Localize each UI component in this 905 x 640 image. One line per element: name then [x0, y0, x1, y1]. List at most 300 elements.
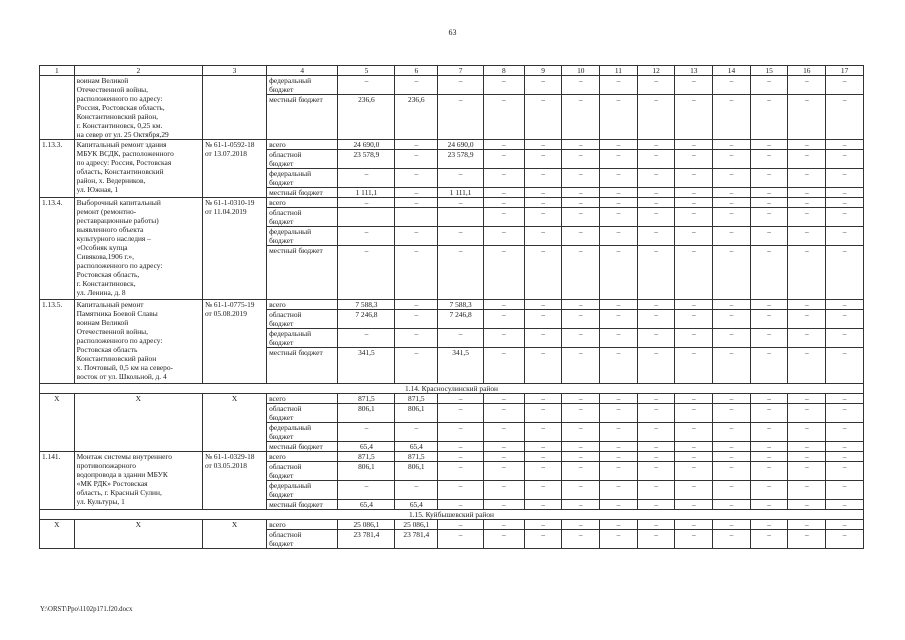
value-col7: – — [438, 462, 484, 481]
value-col13: – — [675, 76, 713, 95]
value-col13: – — [675, 348, 713, 384]
value-col8: – — [484, 520, 525, 530]
value-col14: – — [713, 404, 751, 423]
value-col17: – — [826, 394, 864, 404]
value-col15: – — [750, 169, 788, 188]
value-col6: – — [395, 329, 438, 348]
table-body — [40, 66, 864, 549]
value-col11: – — [600, 150, 638, 169]
value-col11: – — [600, 530, 638, 549]
value-col8: – — [484, 227, 525, 246]
value-col8: – — [484, 188, 525, 198]
value-col13: – — [675, 329, 713, 348]
funding-source: местный бюджет — [267, 188, 338, 198]
value-col9: – — [524, 404, 562, 423]
value-col7: – — [438, 329, 484, 348]
value-col8: – — [484, 394, 525, 404]
value-col15: – — [750, 329, 788, 348]
section-row — [40, 510, 864, 520]
value-col7: – — [438, 452, 484, 462]
value-col13: – — [675, 394, 713, 404]
item-number: 1.141. — [40, 452, 75, 510]
column-number-cell: 17 — [826, 66, 864, 76]
value-col12: – — [637, 188, 675, 198]
funding-source: областной бюджет — [267, 530, 338, 549]
value-col13: – — [675, 208, 713, 227]
column-number-cell: 14 — [713, 66, 751, 76]
value-col6: 806,1 — [395, 404, 438, 423]
value-col13: – — [675, 452, 713, 462]
funding-source: всего — [267, 300, 338, 310]
value-col17: – — [826, 520, 864, 530]
section-title: 1.15. Куйбышевский район — [40, 510, 864, 520]
value-col6: – — [395, 423, 438, 442]
item-number: 1.13.3. — [40, 140, 75, 198]
funding-source: федеральный бюджет — [267, 423, 338, 442]
funding-source: федеральный бюджет — [267, 76, 338, 95]
value-col13: – — [675, 530, 713, 549]
funding-source: местный бюджет — [267, 500, 338, 510]
value-col12: – — [637, 423, 675, 442]
value-col12: – — [637, 452, 675, 462]
value-col8: – — [484, 95, 525, 140]
value-col14: – — [713, 95, 751, 140]
value-col17: – — [826, 150, 864, 169]
value-col13: – — [675, 442, 713, 452]
value-col9: – — [524, 394, 562, 404]
value-col13: – — [675, 227, 713, 246]
value-col12: – — [637, 442, 675, 452]
value-col17: – — [826, 95, 864, 140]
value-col8: – — [484, 329, 525, 348]
value-col14: – — [713, 188, 751, 198]
value-col8: – — [484, 348, 525, 384]
value-col8: – — [484, 310, 525, 329]
value-col11: – — [600, 310, 638, 329]
value-col14: – — [713, 246, 751, 300]
value-col11: – — [600, 208, 638, 227]
value-col15: – — [750, 520, 788, 530]
value-col14: – — [713, 227, 751, 246]
value-col11: – — [600, 394, 638, 404]
funding-source: местный бюджет — [267, 442, 338, 452]
value-col15: – — [750, 188, 788, 198]
item-name: Х — [74, 520, 202, 549]
value-col11: – — [600, 227, 638, 246]
value-col13: – — [675, 169, 713, 188]
value-col7: – — [438, 76, 484, 95]
value-col16: – — [788, 300, 826, 310]
value-col14: – — [713, 500, 751, 510]
section-row — [40, 384, 864, 394]
value-col9: – — [524, 208, 562, 227]
funding-source: федеральный бюджет — [267, 329, 338, 348]
value-col16: – — [788, 394, 826, 404]
value-col10: – — [562, 530, 600, 549]
value-col11: – — [600, 188, 638, 198]
value-col11: – — [600, 300, 638, 310]
value-col11: – — [600, 423, 638, 442]
value-col12: – — [637, 246, 675, 300]
value-col12: – — [637, 95, 675, 140]
value-col15: – — [750, 300, 788, 310]
value-col17: – — [826, 76, 864, 95]
value-col6: – — [395, 169, 438, 188]
item-name: Капитальный ремонт Памятника Боевой Славы воинам Великой Отечественной войны, расположенного по адресу: Ростовская область Константиновский район х. Почтовый, 0,5 км на северо- восток от ул. Школьной, д. 4 — [74, 300, 202, 384]
value-col15: – — [750, 246, 788, 300]
value-col5: 806,1 — [338, 462, 395, 481]
value-col10: – — [562, 481, 600, 500]
funding-source: областной бюджет — [267, 150, 338, 169]
value-col8: – — [484, 300, 525, 310]
value-col6: 806,1 — [395, 462, 438, 481]
value-col6: 65,4 — [395, 500, 438, 510]
value-col12: – — [637, 500, 675, 510]
value-col17: – — [826, 310, 864, 329]
value-col17: – — [826, 423, 864, 442]
value-col12: – — [637, 140, 675, 150]
value-col17: – — [826, 481, 864, 500]
value-col9: – — [524, 95, 562, 140]
value-col6: – — [395, 198, 438, 208]
value-col6 — [395, 208, 438, 227]
value-col15: – — [750, 140, 788, 150]
value-col12: – — [637, 310, 675, 329]
value-col16: – — [788, 500, 826, 510]
value-col5: 23 578,9 — [338, 150, 395, 169]
value-col17: – — [826, 246, 864, 300]
value-col16: – — [788, 329, 826, 348]
value-col17: – — [826, 227, 864, 246]
value-col6: – — [395, 246, 438, 300]
value-col7: – — [438, 520, 484, 530]
column-number-cell: 3 — [202, 66, 266, 76]
value-col10: – — [562, 394, 600, 404]
value-col5: – — [338, 423, 395, 442]
value-col17: – — [826, 188, 864, 198]
budget-table — [39, 65, 864, 549]
value-col15: – — [750, 208, 788, 227]
value-col16: – — [788, 481, 826, 500]
value-col17: – — [826, 442, 864, 452]
value-col17: – — [826, 462, 864, 481]
value-col10: – — [562, 462, 600, 481]
value-col9: – — [524, 520, 562, 530]
value-col7: – — [438, 481, 484, 500]
item-name: Монтаж системы внутреннего противопожарного водопровода в здании МБУК «МК РДК» Ростовская область, г. Красный Сулин, ул. Культуры, 1 — [74, 452, 202, 510]
column-number-cell: 7 — [438, 66, 484, 76]
funding-source: федеральный бюджет — [267, 481, 338, 500]
value-col16: – — [788, 310, 826, 329]
value-col9: – — [524, 452, 562, 462]
value-col11: – — [600, 246, 638, 300]
value-col14: – — [713, 300, 751, 310]
value-col13: – — [675, 423, 713, 442]
value-col5: – — [338, 76, 395, 95]
value-col16: – — [788, 452, 826, 462]
value-col14: – — [713, 140, 751, 150]
value-col10: – — [562, 452, 600, 462]
value-col6: – — [395, 76, 438, 95]
value-col5: 871,5 — [338, 394, 395, 404]
value-col16: – — [788, 462, 826, 481]
funding-source: местный бюджет — [267, 95, 338, 140]
column-number-cell: 12 — [637, 66, 675, 76]
value-col13: – — [675, 150, 713, 169]
value-col8: – — [484, 404, 525, 423]
value-col6: 25 086,1 — [395, 520, 438, 530]
value-col15: – — [750, 150, 788, 169]
value-col16: – — [788, 188, 826, 198]
value-col17: – — [826, 140, 864, 150]
value-col9: – — [524, 227, 562, 246]
value-col14: – — [713, 76, 751, 95]
value-col15: – — [750, 404, 788, 423]
value-col7: – — [438, 423, 484, 442]
value-col15: – — [750, 442, 788, 452]
value-col7: – — [438, 530, 484, 549]
value-col17: – — [826, 452, 864, 462]
value-col11: – — [600, 329, 638, 348]
value-col8: – — [484, 481, 525, 500]
table-row — [40, 76, 864, 95]
value-col9: – — [524, 348, 562, 384]
funding-source: областной бюджет — [267, 310, 338, 329]
value-col17: – — [826, 530, 864, 549]
value-col9: – — [524, 423, 562, 442]
value-col10: – — [562, 140, 600, 150]
value-col10: – — [562, 227, 600, 246]
value-col6: 871,5 — [395, 452, 438, 462]
value-col6: – — [395, 188, 438, 198]
value-col16: – — [788, 404, 826, 423]
column-number-cell: 2 — [74, 66, 202, 76]
value-col9: – — [524, 329, 562, 348]
value-col10: – — [562, 310, 600, 329]
value-col10: – — [562, 150, 600, 169]
value-col5: 7 588,3 — [338, 300, 395, 310]
value-col17: – — [826, 169, 864, 188]
value-col15: – — [750, 227, 788, 246]
value-col8: – — [484, 198, 525, 208]
value-col11: – — [600, 76, 638, 95]
value-col14: – — [713, 423, 751, 442]
column-number-cell: 6 — [395, 66, 438, 76]
value-col14: – — [713, 481, 751, 500]
value-col14: – — [713, 462, 751, 481]
value-col10: – — [562, 423, 600, 442]
value-col6: 236,6 — [395, 95, 438, 140]
value-col16: – — [788, 169, 826, 188]
value-col7: – — [438, 227, 484, 246]
value-col17: – — [826, 208, 864, 227]
value-col5: 25 086,1 — [338, 520, 395, 530]
value-col17: – — [826, 348, 864, 384]
value-col9: – — [524, 500, 562, 510]
value-col10: – — [562, 198, 600, 208]
page-number: 63 — [448, 28, 457, 37]
value-col10: – — [562, 442, 600, 452]
value-col11: – — [600, 500, 638, 510]
column-number-cell: 13 — [675, 66, 713, 76]
value-col7: 7 246,8 — [438, 310, 484, 329]
value-col17: – — [826, 329, 864, 348]
value-col14: – — [713, 530, 751, 549]
funding-source: федеральный бюджет — [267, 169, 338, 188]
value-col16: – — [788, 198, 826, 208]
value-col6: 871,5 — [395, 394, 438, 404]
value-col14: – — [713, 198, 751, 208]
value-col5: 65,4 — [338, 442, 395, 452]
value-col17: – — [826, 300, 864, 310]
section-title: 1.14. Красносулинский район — [40, 384, 864, 394]
item-document: Х — [202, 394, 266, 452]
value-col10: – — [562, 329, 600, 348]
column-number-row — [40, 66, 864, 76]
value-col14: – — [713, 208, 751, 227]
value-col15: – — [750, 452, 788, 462]
value-col8: – — [484, 423, 525, 442]
value-col10: – — [562, 348, 600, 384]
value-col14: – — [713, 394, 751, 404]
table-row — [40, 198, 864, 208]
value-col11: – — [600, 169, 638, 188]
value-col8: – — [484, 208, 525, 227]
item-name: Х — [74, 394, 202, 452]
value-col10: – — [562, 500, 600, 510]
value-col7: 24 690,0 — [438, 140, 484, 150]
value-col10: – — [562, 169, 600, 188]
value-col5 — [338, 208, 395, 227]
funding-source: местный бюджет — [267, 348, 338, 384]
value-col6: – — [395, 140, 438, 150]
value-col7: – — [438, 169, 484, 188]
value-col5: 65,4 — [338, 500, 395, 510]
value-col5: 23 781,4 — [338, 530, 395, 549]
value-col6: – — [395, 150, 438, 169]
value-col11: – — [600, 462, 638, 481]
value-col7: – — [438, 394, 484, 404]
value-col5: 7 246,8 — [338, 310, 395, 329]
value-col13: – — [675, 462, 713, 481]
item-number: 1.13.5. — [40, 300, 75, 384]
value-col16: – — [788, 227, 826, 246]
value-col5: – — [338, 198, 395, 208]
value-col5: – — [338, 246, 395, 300]
value-col12: – — [637, 150, 675, 169]
value-col15: – — [750, 481, 788, 500]
value-col12: – — [637, 481, 675, 500]
item-document: № 61-1-0329-18 от 03.05.2018 — [202, 452, 266, 510]
value-col5: 341,5 — [338, 348, 395, 384]
value-col11: – — [600, 452, 638, 462]
funding-source: областной бюджет — [267, 208, 338, 227]
table-row — [40, 394, 864, 404]
table-row — [40, 520, 864, 530]
value-col12: – — [637, 329, 675, 348]
value-col13: – — [675, 140, 713, 150]
value-col11: – — [600, 348, 638, 384]
value-col8: – — [484, 246, 525, 300]
value-col16: – — [788, 423, 826, 442]
value-col7: 341,5 — [438, 348, 484, 384]
value-col14: – — [713, 169, 751, 188]
value-col7: 1 111,1 — [438, 188, 484, 198]
value-col13: – — [675, 95, 713, 140]
item-name: Выборочный капитальный ремонт (ремонтно- реставрационные работы) выявленного объекта культурного наследия – «Особняк купца Сивякова,1906 г.», расположенного по адресу: Ростовская область, г. Константиновск, ул. Ленина, д. 8 — [74, 198, 202, 300]
value-col8: – — [484, 530, 525, 549]
funding-source: всего — [267, 198, 338, 208]
funding-source: всего — [267, 394, 338, 404]
value-col13: – — [675, 310, 713, 329]
value-col5: – — [338, 227, 395, 246]
value-col7 — [438, 208, 484, 227]
value-col7: – — [438, 198, 484, 208]
value-col15: – — [750, 530, 788, 549]
value-col11: – — [600, 140, 638, 150]
value-col8: – — [484, 462, 525, 481]
value-col14: – — [713, 329, 751, 348]
value-col8: – — [484, 500, 525, 510]
value-col14: – — [713, 520, 751, 530]
value-col5: – — [338, 481, 395, 500]
value-col13: – — [675, 188, 713, 198]
value-col7: 23 578,9 — [438, 150, 484, 169]
value-col13: – — [675, 520, 713, 530]
value-col12: – — [637, 300, 675, 310]
column-number-cell: 8 — [484, 66, 525, 76]
item-document: № 61-1-0310-19 от 11.04.2019 — [202, 198, 266, 300]
value-col8: – — [484, 452, 525, 462]
value-col7: 7 588,3 — [438, 300, 484, 310]
value-col9: – — [524, 462, 562, 481]
value-col15: – — [750, 348, 788, 384]
value-col12: – — [637, 198, 675, 208]
value-col9: – — [524, 481, 562, 500]
funding-source: всего — [267, 452, 338, 462]
value-col14: – — [713, 348, 751, 384]
value-col9: – — [524, 150, 562, 169]
value-col10: – — [562, 300, 600, 310]
item-document: № 61-1-0592-18 от 13.07.2018 — [202, 140, 266, 198]
value-col5: 236,6 — [338, 95, 395, 140]
value-col10: – — [562, 520, 600, 530]
value-col9: – — [524, 300, 562, 310]
value-col7: – — [438, 442, 484, 452]
value-col6: – — [395, 348, 438, 384]
value-col11: – — [600, 95, 638, 140]
column-number-cell: 5 — [338, 66, 395, 76]
item-document — [202, 76, 266, 140]
value-col15: – — [750, 500, 788, 510]
value-col8: – — [484, 140, 525, 150]
value-col11: – — [600, 198, 638, 208]
item-name: воинам Великой Отечественной войны, расположенного по адресу: Россия, Ростовская область, Константиновский район, г. Константиновск, 0,25 км. на север от ул. 25 Октября,29 — [74, 76, 202, 140]
item-document: Х — [202, 520, 266, 549]
column-number-cell: 10 — [562, 66, 600, 76]
value-col14: – — [713, 150, 751, 169]
value-col12: – — [637, 169, 675, 188]
item-document: № 61-1-0775-19 от 05.08.2019 — [202, 300, 266, 384]
column-number-cell: 16 — [788, 66, 826, 76]
value-col9: – — [524, 198, 562, 208]
value-col17: – — [826, 500, 864, 510]
value-col14: – — [713, 310, 751, 329]
value-col15: – — [750, 95, 788, 140]
value-col16: – — [788, 530, 826, 549]
value-col15: – — [750, 76, 788, 95]
table-row — [40, 300, 864, 310]
